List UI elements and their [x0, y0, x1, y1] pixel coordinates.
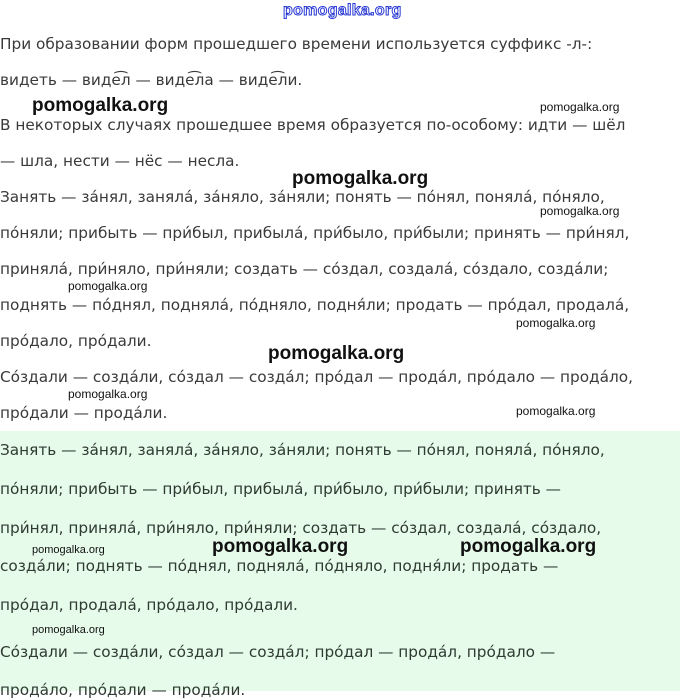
text-line: про́дало, про́дали.: [0, 332, 152, 350]
text-line: видеть — виде͡л — виде͡ла — виде͡ли.: [0, 71, 303, 89]
text-line: по́няли; прибыть — при́был, прибыла́, при́было, при́были; принять —: [0, 480, 561, 498]
answer-section: [0, 431, 680, 699]
text-line: про́дал, продала́, про́дало, про́дали.: [0, 596, 298, 614]
watermark: pomogalka.org: [460, 536, 597, 557]
text-line: Занять — за́нял, заняла́, за́няло, за́няли; понять — по́нял, поняла́, по́няло,: [0, 188, 605, 206]
watermark: pomogalka.org: [68, 387, 148, 401]
text-line: В некоторых случаях прошедшее время образуется по-особому: идти — шёл: [0, 116, 626, 134]
text-line: Со́здали — созда́ли, со́здал — созда́л; про́дал — прода́л, про́дало — прода́ло,: [0, 368, 633, 386]
text-line: Занять — за́нял, заняла́, за́няло, за́няли; понять — по́нял, поняла́, по́няло,: [0, 441, 605, 459]
watermark: pomogalka.org: [540, 100, 620, 114]
watermark: pomogalka.org: [68, 279, 148, 293]
text-line: приняла́, при́няло, при́няли; создать — со́здал, создала́, со́здало, созда́ли;: [0, 260, 609, 278]
watermark: pomogalka.org: [32, 544, 105, 556]
text-line: поднять — по́днял, подняла́, по́дняло, подня́ли; продать — про́дал, продала́,: [0, 296, 630, 314]
text-line: При образовании форм прошедшего времени используется суффикс -л-:: [0, 35, 593, 53]
watermark: pomogalka.org: [212, 536, 349, 557]
text-line: созда́ли; поднять — по́днял, подняла́, по́дняло, подня́ли; продать —: [0, 557, 559, 575]
watermark-top: pomogalka.org: [283, 2, 402, 19]
watermark: pomogalka.org: [32, 95, 169, 116]
text-line: при́нял, приняла́, при́няло, при́няли; создать — со́здал, создала́, со́здало,: [0, 519, 602, 537]
watermark: pomogalka.org: [268, 343, 405, 364]
text-line: — шла, нести — нёс — несла.: [0, 152, 240, 170]
text-line: прода́ло, про́дали — прода́ли.: [0, 681, 246, 699]
text-line: про́дали — прода́ли.: [0, 404, 168, 422]
watermark: pomogalka.org: [32, 624, 105, 636]
watermark: pomogalka.org: [516, 404, 596, 418]
watermark: pomogalka.org: [540, 204, 620, 218]
text-line: по́няли; прибыть — при́был, прибыла́, при́было, при́были; принять — при́нял,: [0, 224, 630, 242]
watermark: pomogalka.org: [292, 168, 429, 189]
text-line: Со́здали — созда́ли, со́здал — созда́л; про́дал — прода́л, про́дало —: [0, 643, 556, 661]
watermark: pomogalka.org: [516, 316, 596, 330]
